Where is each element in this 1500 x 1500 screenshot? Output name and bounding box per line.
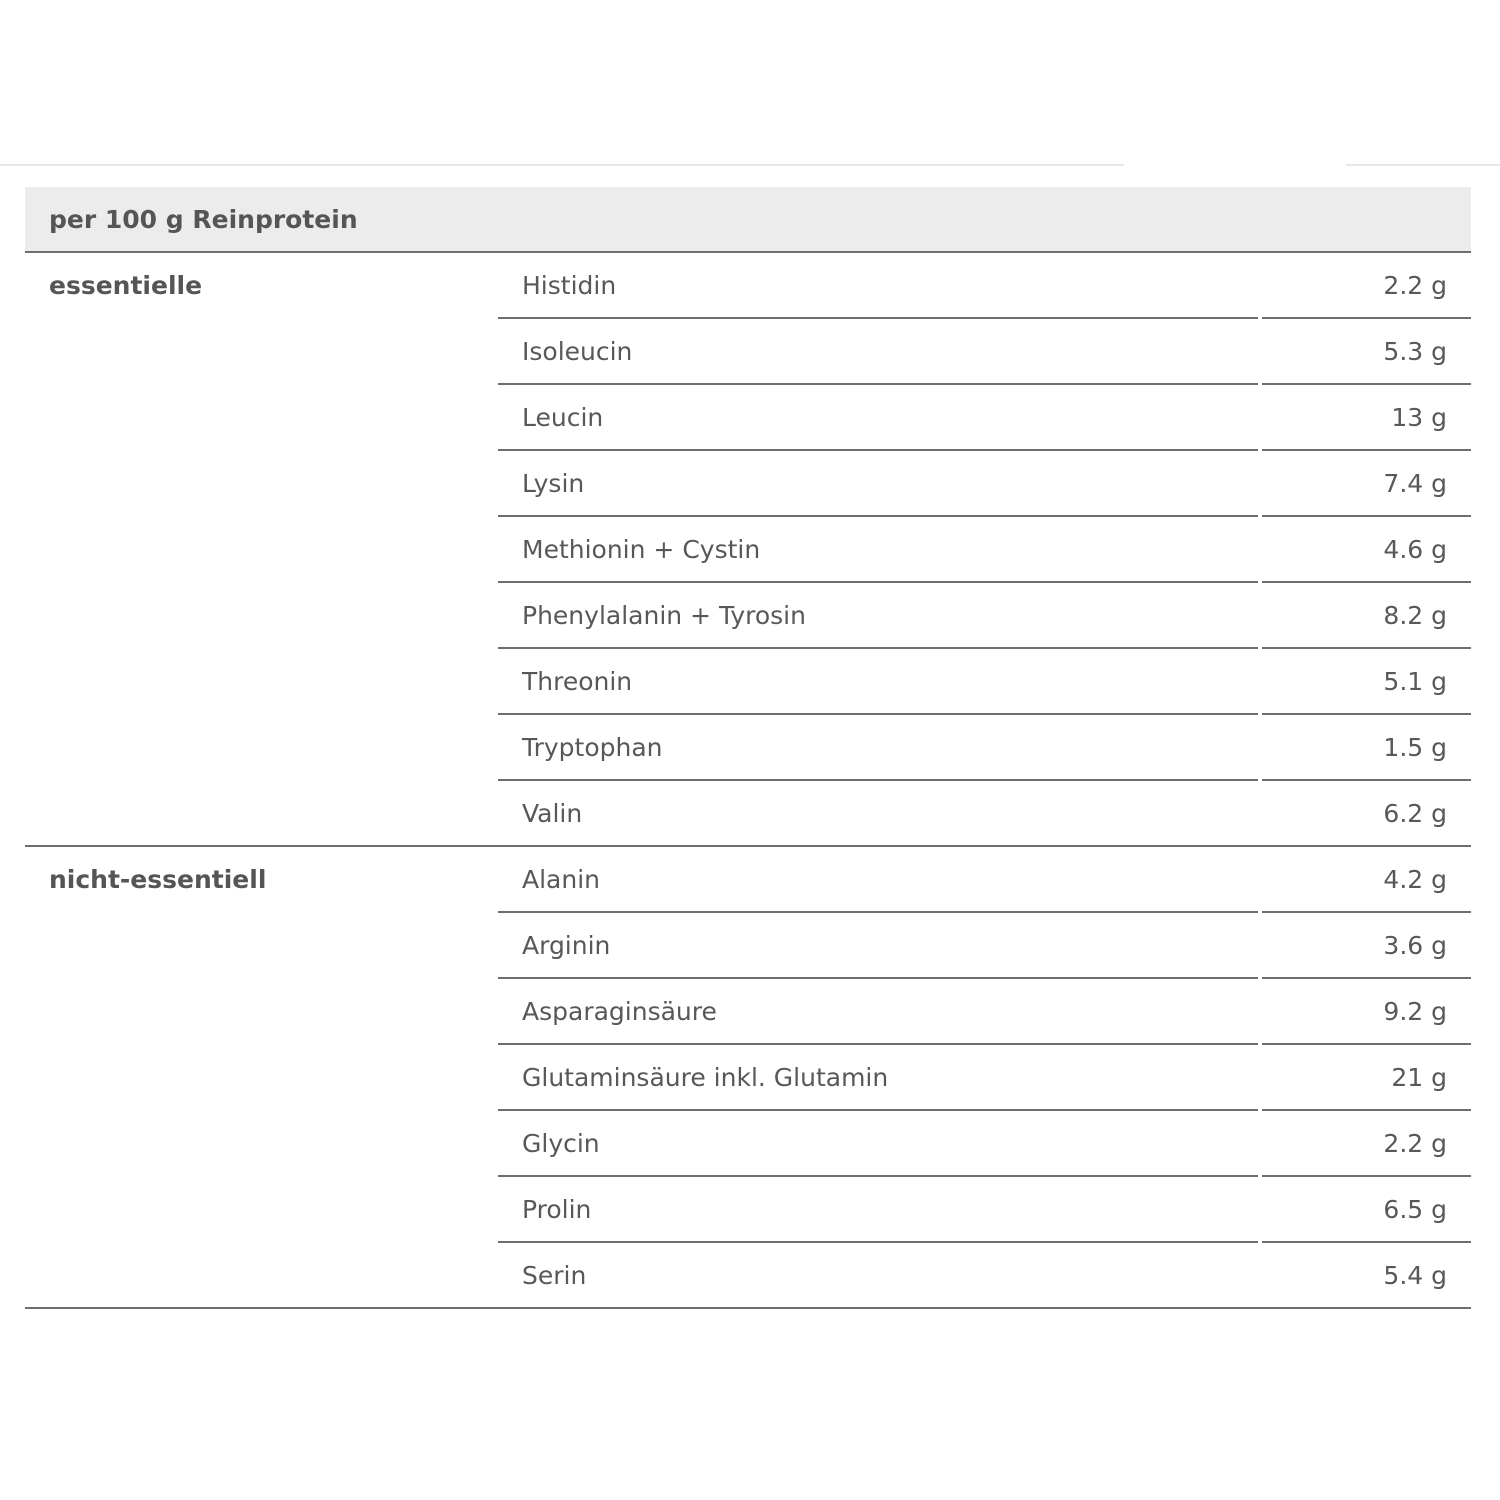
table-row: [494, 253, 1471, 319]
table-row: [494, 649, 1471, 715]
amino-acid-value: 21 g: [1262, 1045, 1471, 1111]
group-label: nicht-essentiell: [49, 865, 267, 894]
table-row: [494, 1243, 1471, 1307]
amino-acid-value: 5.4 g: [1383, 1260, 1447, 1290]
amino-acid-name: Tryptophan: [498, 715, 1258, 781]
group-rows: [494, 253, 1471, 845]
amino-acid-name: Methionin + Cystin: [498, 517, 1258, 583]
table-row: [494, 319, 1471, 385]
group-non-essential: [25, 847, 1471, 1309]
amino-acid-name: Lysin: [498, 451, 1258, 517]
table-row: [494, 517, 1471, 583]
table-row: [494, 583, 1471, 649]
table-row: [494, 781, 1471, 845]
amino-acid-value: 9.2 g: [1262, 979, 1471, 1045]
amino-acid-value: 5.3 g: [1262, 319, 1471, 385]
amino-acid-value: 5.1 g: [1262, 649, 1471, 715]
amino-acid-value: 1.5 g: [1262, 715, 1471, 781]
table-row: [494, 979, 1471, 1045]
amino-acid-value: 4.6 g: [1262, 517, 1471, 583]
table-row: [494, 1045, 1471, 1111]
top-divider-right: [1346, 164, 1500, 166]
amino-acid-name: Alanin: [498, 847, 1258, 913]
amino-acid-value: 2.2 g: [1262, 1111, 1471, 1177]
amino-acid-value: 7.4 g: [1262, 451, 1471, 517]
table-row: [494, 913, 1471, 979]
top-divider-left: [0, 164, 1124, 166]
amino-acid-value: 3.6 g: [1262, 913, 1471, 979]
table-row: [494, 1177, 1471, 1243]
amino-acid-name: Prolin: [498, 1177, 1258, 1243]
amino-acid-name: Isoleucin: [498, 319, 1258, 385]
amino-acid-value: 2.2 g: [1262, 253, 1471, 319]
amino-acid-value: 6.2 g: [1383, 798, 1447, 828]
table-header: [25, 187, 1471, 253]
table-row: [494, 451, 1471, 517]
table-row: [494, 847, 1471, 913]
amino-acid-name: Serin: [522, 1260, 587, 1290]
amino-acid-name: Glutaminsäure inkl. Glutamin: [498, 1045, 1258, 1111]
table-row: [494, 385, 1471, 451]
amino-acid-value: 6.5 g: [1262, 1177, 1471, 1243]
amino-acid-value: 13 g: [1262, 385, 1471, 451]
table-row: [494, 1111, 1471, 1177]
amino-acid-value: 4.2 g: [1262, 847, 1471, 913]
amino-acid-table: [25, 187, 1471, 1309]
table-row: [494, 715, 1471, 781]
group-essential: [25, 253, 1471, 847]
amino-acid-name: Asparaginsäure: [498, 979, 1258, 1045]
amino-acid-name: Valin: [522, 798, 583, 828]
amino-acid-name: Glycin: [498, 1111, 1258, 1177]
amino-acid-value: 8.2 g: [1262, 583, 1471, 649]
amino-acid-name: Phenylalanin + Tyrosin: [498, 583, 1258, 649]
amino-acid-name: Leucin: [498, 385, 1258, 451]
group-rows: [494, 847, 1471, 1307]
table-header-title: per 100 g Reinprotein: [49, 204, 358, 234]
amino-acid-name: Histidin: [498, 253, 1258, 319]
group-label: essentielle: [49, 271, 203, 300]
amino-acid-name: Arginin: [498, 913, 1258, 979]
amino-acid-name: Threonin: [498, 649, 1258, 715]
